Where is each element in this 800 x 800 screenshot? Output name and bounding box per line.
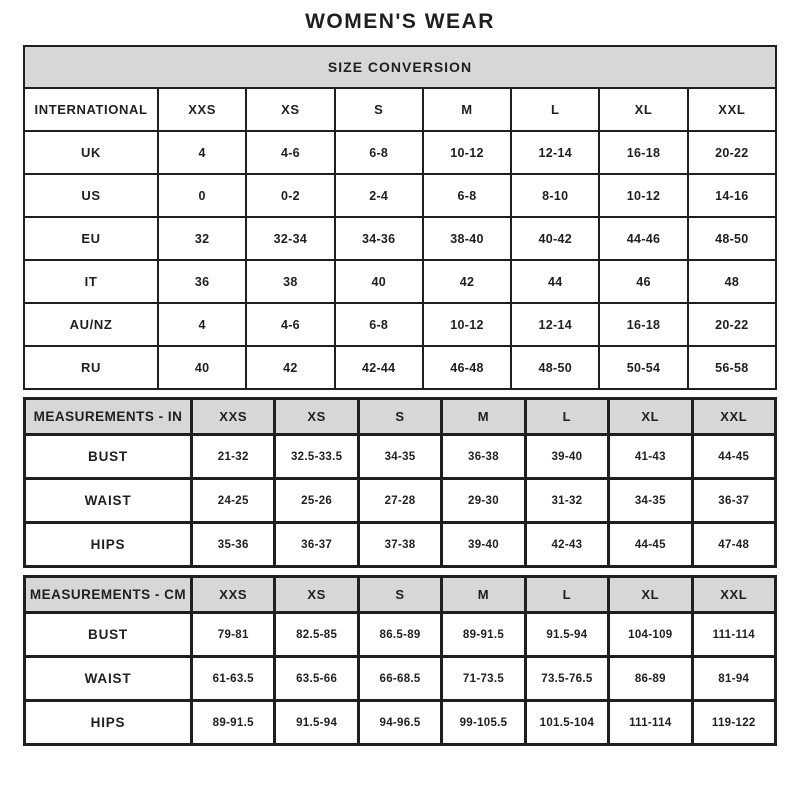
cell-value: 4-6 — [246, 131, 334, 174]
cell-value: 27-28 — [358, 479, 441, 523]
column-header: L — [511, 88, 599, 131]
cell-value: 79-81 — [192, 613, 275, 657]
measurements-cm-header-row — [25, 577, 776, 613]
column-header: XXL — [692, 577, 775, 613]
table-row-us — [24, 174, 776, 217]
cell-value: 10-12 — [423, 303, 511, 346]
cell-value: 0-2 — [246, 174, 334, 217]
cell-value: 40 — [158, 346, 246, 389]
cell-value: 39-40 — [525, 435, 608, 479]
row-label: WAIST — [25, 479, 192, 523]
cell-value: 39-40 — [442, 523, 525, 567]
column-header: XS — [246, 88, 334, 131]
cell-value: 86.5-89 — [358, 613, 441, 657]
column-header: XXS — [158, 88, 246, 131]
column-header: XXS — [192, 577, 275, 613]
cell-value: 42 — [423, 260, 511, 303]
row-label: IT — [24, 260, 158, 303]
column-header-international: INTERNATIONAL — [24, 88, 158, 131]
size-conversion-header-row — [24, 46, 776, 88]
cell-value: 56-58 — [688, 346, 776, 389]
column-header: S — [358, 399, 441, 435]
cell-value: 0 — [158, 174, 246, 217]
cell-value: 91.5-94 — [275, 701, 358, 745]
cell-value: 99-105.5 — [442, 701, 525, 745]
cell-value: 29-30 — [442, 479, 525, 523]
cell-value: 4 — [158, 131, 246, 174]
table-row-uk — [24, 131, 776, 174]
cell-value: 6-8 — [335, 131, 423, 174]
cell-value: 31-32 — [525, 479, 608, 523]
column-header: XXL — [692, 399, 775, 435]
cell-value: 8-10 — [511, 174, 599, 217]
row-label: WAIST — [25, 657, 192, 701]
cell-value: 111-114 — [692, 613, 775, 657]
cell-value: 66-68.5 — [358, 657, 441, 701]
cell-value: 4 — [158, 303, 246, 346]
table-row-waist-cm — [25, 657, 776, 701]
cell-value: 41-43 — [609, 435, 692, 479]
cell-value: 46 — [599, 260, 687, 303]
cell-value: 32-34 — [246, 217, 334, 260]
cell-value: 10-12 — [423, 131, 511, 174]
cell-value: 44-46 — [599, 217, 687, 260]
cell-value: 21-32 — [192, 435, 275, 479]
cell-value: 16-18 — [599, 303, 687, 346]
cell-value: 20-22 — [688, 131, 776, 174]
cell-value: 42 — [246, 346, 334, 389]
size-conversion-header: SIZE CONVERSION — [24, 46, 776, 88]
cell-value: 46-48 — [423, 346, 511, 389]
column-header: M — [423, 88, 511, 131]
cell-value: 71-73.5 — [442, 657, 525, 701]
cell-value: 34-35 — [358, 435, 441, 479]
table-row-it — [24, 260, 776, 303]
page-title: WOMEN'S WEAR — [305, 10, 495, 33]
cell-value: 73.5-76.5 — [525, 657, 608, 701]
cell-value: 44 — [511, 260, 599, 303]
cell-value: 35-36 — [192, 523, 275, 567]
measurements-in-header-row — [25, 399, 776, 435]
cell-value: 6-8 — [335, 303, 423, 346]
measurements-in-title: MEASUREMENTS - IN — [25, 399, 192, 435]
cell-value: 2-4 — [335, 174, 423, 217]
cell-value: 24-25 — [192, 479, 275, 523]
cell-value: 36-37 — [275, 523, 358, 567]
column-header: L — [525, 577, 608, 613]
column-header: XL — [609, 399, 692, 435]
cell-value: 44-45 — [609, 523, 692, 567]
cell-value: 63.5-66 — [275, 657, 358, 701]
cell-value: 32 — [158, 217, 246, 260]
column-header: XL — [599, 88, 687, 131]
cell-value: 111-114 — [609, 701, 692, 745]
cell-value: 50-54 — [599, 346, 687, 389]
row-label: HIPS — [25, 701, 192, 745]
column-header: M — [442, 399, 525, 435]
cell-value: 91.5-94 — [525, 613, 608, 657]
cell-value: 104-109 — [609, 613, 692, 657]
cell-value: 89-91.5 — [442, 613, 525, 657]
cell-value: 119-122 — [692, 701, 775, 745]
row-label: BUST — [25, 613, 192, 657]
column-header: L — [525, 399, 608, 435]
column-header: XXL — [688, 88, 776, 131]
column-header: XL — [609, 577, 692, 613]
measurements-cm-title: MEASUREMENTS - CM — [25, 577, 192, 613]
row-label: UK — [24, 131, 158, 174]
table-row-hips-cm — [25, 701, 776, 745]
cell-value: 32.5-33.5 — [275, 435, 358, 479]
row-label: BUST — [25, 435, 192, 479]
cell-value: 4-6 — [246, 303, 334, 346]
size-conversion-table — [23, 45, 777, 390]
cell-value: 42-44 — [335, 346, 423, 389]
cell-value: 61-63.5 — [192, 657, 275, 701]
column-header: S — [335, 88, 423, 131]
column-header: XS — [275, 577, 358, 613]
cell-value: 10-12 — [599, 174, 687, 217]
table-row-hips-in — [25, 523, 776, 567]
cell-value: 48 — [688, 260, 776, 303]
cell-value: 36-37 — [692, 479, 775, 523]
cell-value: 16-18 — [599, 131, 687, 174]
table-row-ru — [24, 346, 776, 389]
row-label: HIPS — [25, 523, 192, 567]
cell-value: 101.5-104 — [525, 701, 608, 745]
cell-value: 6-8 — [423, 174, 511, 217]
cell-value: 86-89 — [609, 657, 692, 701]
cell-value: 44-45 — [692, 435, 775, 479]
cell-value: 38 — [246, 260, 334, 303]
row-label: RU — [24, 346, 158, 389]
cell-value: 89-91.5 — [192, 701, 275, 745]
column-header: S — [358, 577, 441, 613]
cell-value: 12-14 — [511, 131, 599, 174]
cell-value: 94-96.5 — [358, 701, 441, 745]
measurements-cm-table — [23, 575, 777, 746]
cell-value: 25-26 — [275, 479, 358, 523]
column-header: XXS — [192, 399, 275, 435]
column-header-row — [24, 88, 776, 131]
cell-value: 81-94 — [692, 657, 775, 701]
cell-value: 34-35 — [609, 479, 692, 523]
column-header: XS — [275, 399, 358, 435]
cell-value: 42-43 — [525, 523, 608, 567]
cell-value: 40-42 — [511, 217, 599, 260]
cell-value: 12-14 — [511, 303, 599, 346]
cell-value: 38-40 — [423, 217, 511, 260]
cell-value: 14-16 — [688, 174, 776, 217]
measurements-in-table — [23, 397, 777, 568]
cell-value: 20-22 — [688, 303, 776, 346]
row-label: EU — [24, 217, 158, 260]
table-row-bust-cm — [25, 613, 776, 657]
cell-value: 36 — [158, 260, 246, 303]
cell-value: 37-38 — [358, 523, 441, 567]
table-row-aunz — [24, 303, 776, 346]
column-header: M — [442, 577, 525, 613]
table-row-bust-in — [25, 435, 776, 479]
cell-value: 34-36 — [335, 217, 423, 260]
row-label: AU/NZ — [24, 303, 158, 346]
table-row-eu — [24, 217, 776, 260]
cell-value: 36-38 — [442, 435, 525, 479]
cell-value: 40 — [335, 260, 423, 303]
cell-value: 82.5-85 — [275, 613, 358, 657]
cell-value: 48-50 — [688, 217, 776, 260]
cell-value: 48-50 — [511, 346, 599, 389]
table-row-waist-in — [25, 479, 776, 523]
row-label: US — [24, 174, 158, 217]
cell-value: 47-48 — [692, 523, 775, 567]
